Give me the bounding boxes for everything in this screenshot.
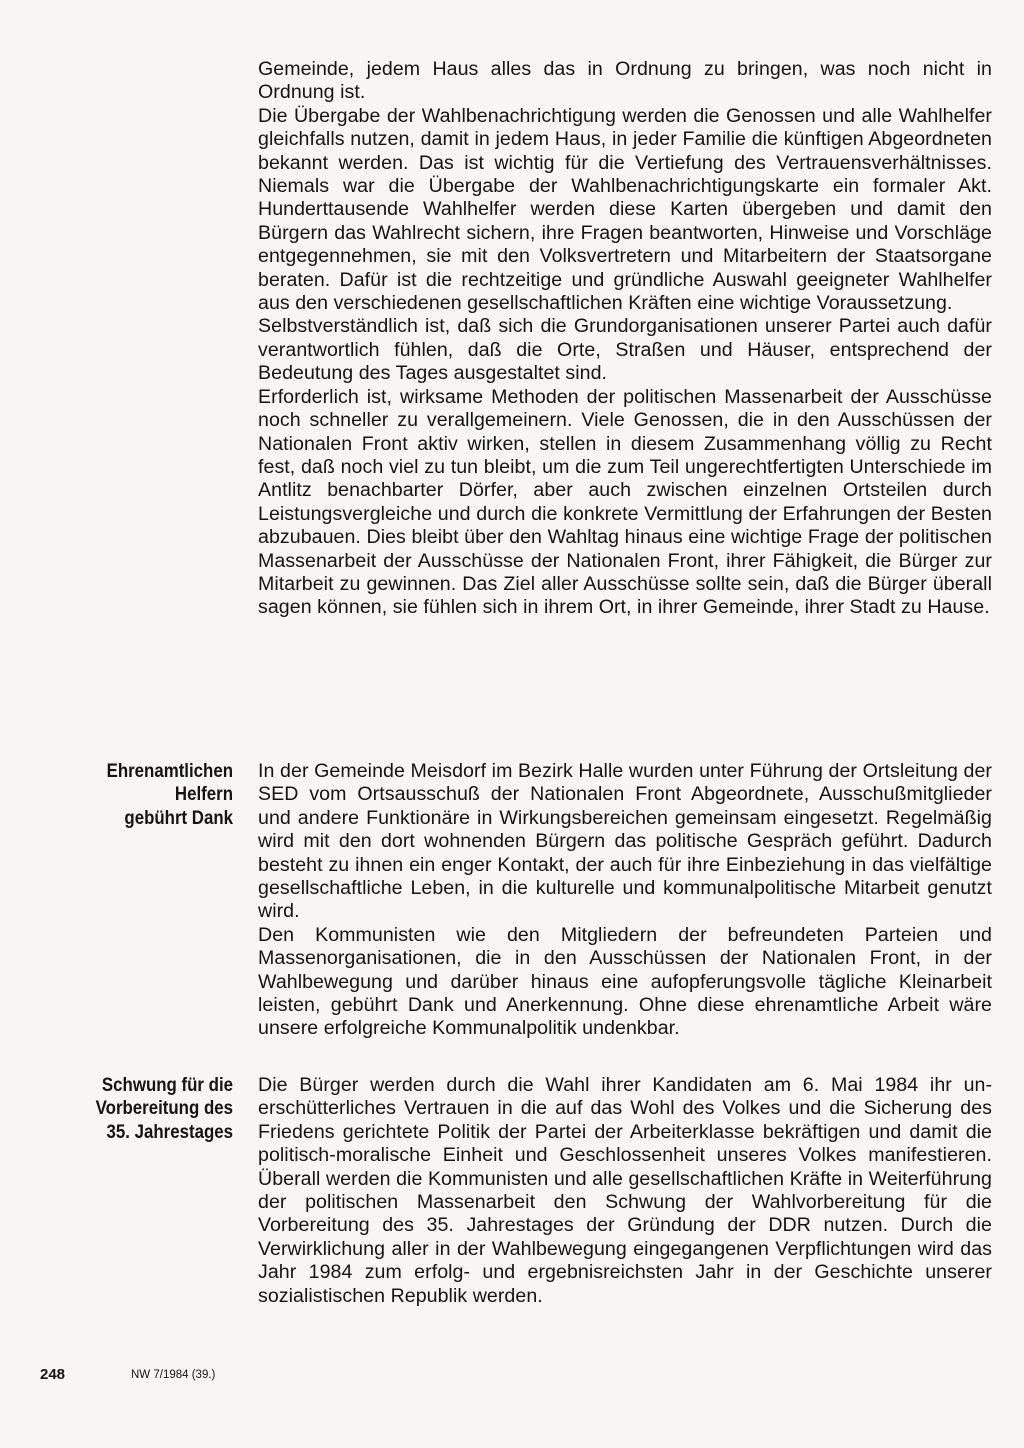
page-footer: [40, 1366, 440, 1390]
paragraph: In der Gemeinde Meisdorf im Bezirk Halle wurden unter Führung der Ortsleitung der SED vom Ortsausschuß der Nationalen Front Abgeordnete, Ausschußmitglieder und andere Funktionäre in Wirkungsbereichen gemeinsam eingesetzt. Regelmäßig wird mit den dort wohnenden Bürgern das politische Gespräch geführt. Dadurch besteht zu ihnen ein enger Kontakt, der auch für ihre Einbeziehung in das vielfältige gesellschaftliche Leben, in die kulturelle und kommunalpolitische Mitarbeit genutzt wird.: [258, 760, 992, 923]
margin-heading-schwung: [67, 1074, 233, 1144]
margin-heading-line: Ehrenamtlichen: [106, 760, 233, 782]
section-continuation: [258, 58, 992, 620]
margin-heading-line: gebührt Dank: [124, 806, 233, 829]
margin-heading-line: 35. Jahrestages: [106, 1120, 233, 1143]
paragraph: Selbstverständlich ist, daß sich die Grundorganisationen unserer Partei auch dafür verantwortlich fühlen, daß die Orte, Straßen und Häuser, entsprechend der Bedeutung des Tages ausgestaltet sind.: [258, 315, 992, 385]
issue-reference: NW 7/1984 (39.): [131, 1369, 216, 1381]
section-ehrenamtlichen-helfern: [258, 760, 992, 1041]
paragraph: Den Kommunisten wie den Mitgliedern der befreundeten Parteien und Massenorganisationen, die in den Ausschüssen der Nationalen Front, in der Wahlbewegung und darüber hinaus eine aufopferungsvolle tägliche Kleinarbeit leisten, gebührt Dank und Anerkennung. Ohne diese ehrenamtliche Arbeit wäre unsere erfolgreiche Kommunalpolitik undenkbar.: [258, 923, 992, 1040]
paragraph: Die Bürger werden durch die Wahl ihrer Kandidaten am 6. Mai 1984 ihr unerschütterliches Vertrauen in die auf das Wohl des Volkes und die Sicherung des Friedens gerichtete Politik der Partei der Arbeiterklasse bekräftigen und damit die politisch-moralische Einheit und Geschlossenheit unseres Volkes manifestieren. Überall werden die Kommunisten und alle gesellschaftlichen Kräfte in Weiterführung der politischen Massenarbeit den Schwung der Wahlvorbereitung für die Vorbereitung des 35. Jahrestages der Gründung der DDR nutzen. Durch die Verwirklichung aller in der Wahlbewegung eingegangenen Verpflichtungen wird das Jahr 1984 zum erfolg- und ergebnisreichsten Jahr in der Geschichte unserer sozialistischen Republik werden.: [258, 1074, 992, 1307]
paragraph: Gemeinde, jedem Haus alles das in Ordnung zu bringen, was noch nicht in Ordnung ist.: [258, 58, 992, 104]
margin-heading-ehrenamtlichen-helfern: [67, 760, 233, 830]
margin-heading-line: Vorbereitung des: [95, 1097, 233, 1120]
paragraph: Erforderlich ist, wirksame Methoden der politischen Massenarbeit der Ausschüsse noch schneller zu verallgemeinern. Viele Genossen, die in den Ausschüssen der Nationalen Front aktiv wirken, stellen in diesem Zusammenhang völlig zu Recht fest, daß noch viel zu tun bleibt, um die zum Teil ungerechtfertigten Unterschiede im Antlitz benachbarter Dörfer, aber auch zwischen einzelnen Ortsteilen durch Leistungsvergleiche und durch die konkrete Vermittlung der Erfahrungen der Besten abzubauen. Dies bleibt über den Wahltag hinaus eine wichtige Frage der politischen Massenarbeit der Ausschüsse der Nationalen Front, ihrer Fähigkeit, die Bürger zur Mitarbeit zu gewinnen. Das Ziel aller Ausschüsse sollte sein, daß die Bürger überall sagen können, sie fühlen sich in ihrem Ort, in ihrer Gemeinde, ihrer Stadt zu Hause.: [258, 385, 992, 619]
paragraph: Die Übergabe der Wahlbenachrichtigung werden die Genossen und alle Wahlhelfer gleichfalls nutzen, damit in jedem Haus, in jeder Familie die künftigen Abgeordneten bekannt werden. Das ist wichtig für die Vertiefung des Vertrauensverhältnisses. Niemals war die Übergabe der Wahlbenachrichtigungskarte ein formaler Akt. Hunderttausende Wahlhelfer werden diese Karten übergeben und damit den Bürgern das Wahlrecht sichern, ihre Fragen beantworten, Hinweise und Vorschläge entgegennehmen, sie mit den Volksvertretern und Mitarbeitern der Staatsorgane beraten. Dafür ist die rechtzeitige und gründliche Auswahl geeigneter Wahlhelfer aus den verschiedenen gesellschaftlichen Kräften eine wichtige Voraussetzung.: [258, 104, 992, 315]
section-schwung: [258, 1074, 992, 1308]
margin-heading-line: Schwung für die: [101, 1074, 233, 1096]
margin-heading-line: Helfern: [174, 783, 233, 806]
page-number: 248: [40, 1366, 66, 1383]
